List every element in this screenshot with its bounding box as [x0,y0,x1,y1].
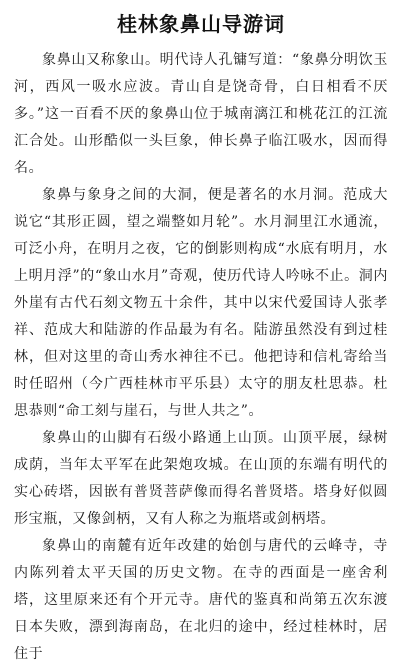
document-title: 桂林象鼻山导游词 [117,12,285,36]
paragraph-2: 象鼻与象身之间的大洞，便是著名的水月洞。范成大说它“其形正圆，望之端整如月轮”。水月洞里江水通流，可泛小舟，在明月之夜，它的倒影则构成“水底有明月，水上明月浮”的“象山水月”奇观，使历代诗人吟咏不止。洞内外崖有古代石刻文物五十余件，其中以宋代爱国诗人张孝祥、范成大和陆游的作品最为有名。陆游虽然没有到过桂林，但对这里的奇山秀水神往不已。他把诗和信札寄给当时任昭州（今广西桂林市平乐县）太守的朋友杜思恭。杜思恭则“命工刻与崖石，与世人共之”。 [14,187,388,419]
paragraph-4: 象鼻山的南麓有近年改建的始创与唐代的云峰寺，寺内陈列着太平天国的历史文物。在寺的西面是一座舍利塔，这里原来还有个开元寺。唐代的鉴真和尚第五次东渡日本失败，漂到海南岛，在北归的途中，经过桂林时，居住于 [14,538,388,662]
paragraph-3: 象鼻山的山脚有石级小路通上山顶。山顶平展，绿树成荫，当年太平军在此架炮攻城。在山顶的东端有明代的实心砖塔，因嵌有普贤菩萨像而得名普贤塔。塔身好似圆形宝瓶，又像剑柄，又有人称之为瓶塔或剑柄塔。 [14,430,388,527]
paragraph-1: 象鼻山又称象山。明代诗人孔镛写道：“象鼻分明饮玉河，西风一吸水应波。青山自是饶奇骨，白日相看不厌多。”这一百看不厌的象鼻山位于城南漓江和桃花江的江流汇合处。山形酷似一头巨象，伸长鼻子临江吸水，因而得名。 [14,52,388,176]
